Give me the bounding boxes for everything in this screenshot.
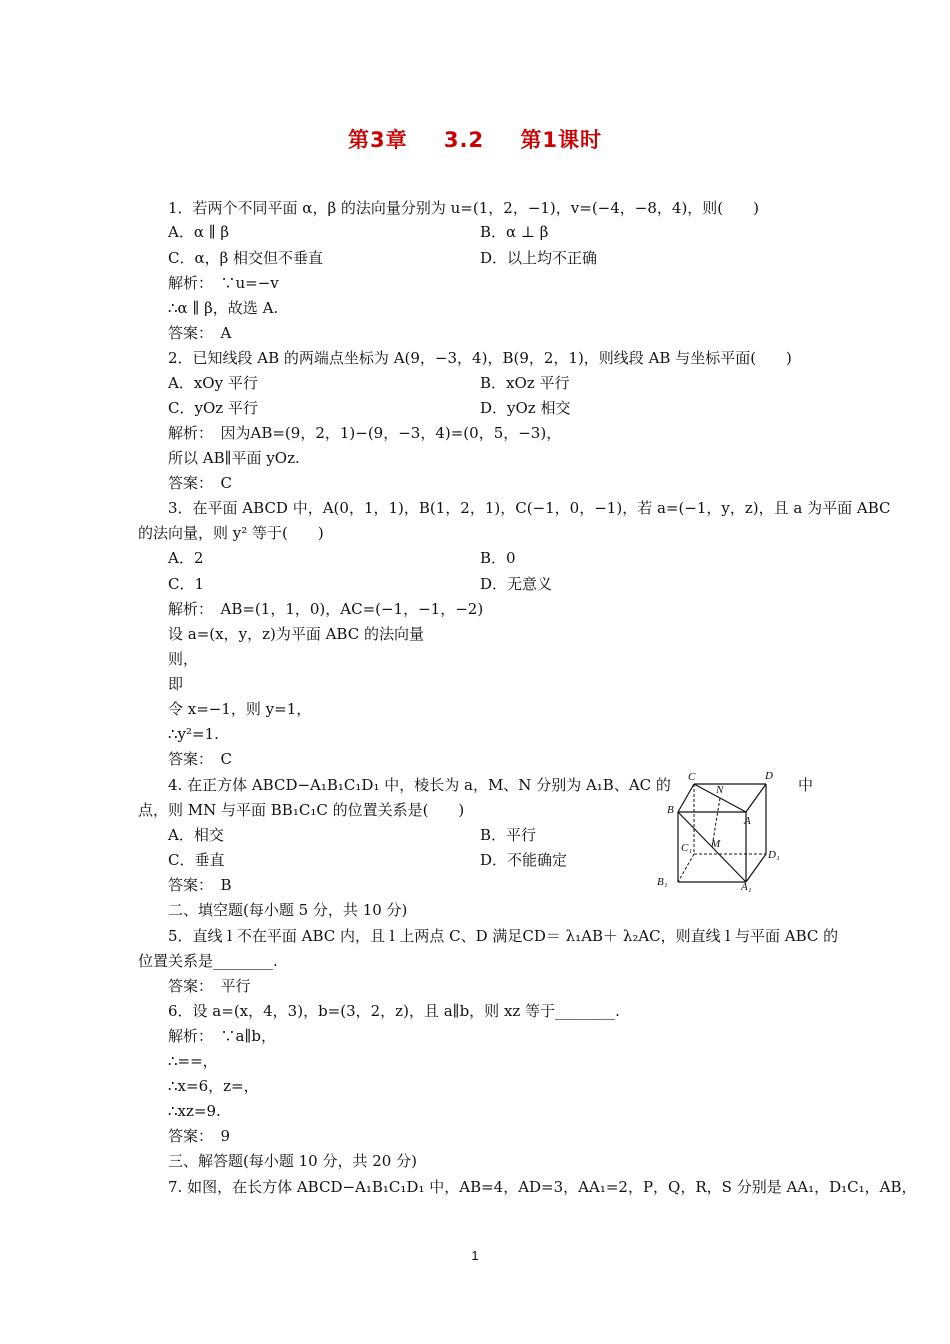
text-line: 答案： 9 [168,1127,231,1145]
page-number: 1 [471,1248,479,1263]
label-A: A [744,815,751,827]
text-line: 则， [168,650,199,668]
text-line: 解析： ∵a∥b， [168,1027,276,1045]
text-line: B．平行 [480,826,537,844]
text-line: 即 [168,675,184,693]
label-D: D [765,770,773,782]
text-line: A．α ∥ β [168,223,230,241]
text-line: D．不能确定 [480,851,568,869]
text-line: C．垂直 [168,851,225,869]
text-line: ∴==， [168,1052,218,1070]
text-line: C．α，β 相交但不垂直 [168,249,324,267]
text-line: 4. 在正方体 ABCD−A₁B₁C₁D₁ 中，棱长为 a，M、N 分别为 A₁B、AC 的 [168,776,671,794]
label-B: B [667,804,674,816]
text-line: A．xOy 平行 [168,374,258,392]
text-line: B．0 [480,549,516,567]
cube-figure [648,768,800,892]
text-line: C．1 [168,575,205,593]
text-line: D．yOz 相交 [480,399,571,417]
label-B1: B₁ [657,876,668,888]
text-line: 解析： ∵u=−v [168,274,279,292]
page-title [0,124,950,154]
text-line: 中 [798,776,814,794]
text-line: 的法向量，则 y² 等于( ) [138,524,324,542]
text-line: D．无意义 [480,575,553,593]
text-line: 答案： C [168,750,232,768]
lesson-label: 第1课时 [520,128,603,152]
text-line: C．yOz 平行 [168,399,258,417]
text-line: 位置关系是________. [138,952,278,970]
label-N: N [716,784,724,796]
text-line: 1．若两个不同平面 α，β 的法向量分别为 u=(1，2，−1)，v=(−4，−8，4)，则( ) [168,199,760,217]
text-line: B．xOz 平行 [480,374,570,392]
label-C: C [688,771,696,783]
text-line: 三、解答题(每小题 10 分，共 20 分) [168,1152,417,1170]
text-line: ∴xz=9. [168,1102,221,1120]
text-line: 6．设 a=(x，4，3)，b=(3，2，z)，且 a∥b，则 xz 等于________. [168,1002,620,1020]
text-line: D．以上均不正确 [480,249,598,267]
text-line: 3．在平面 ABCD 中，A(0，1，1)，B(1，2，1)，C(−1，0，−1)，若 a=(−1，y，z)，且 a 为平面 ABC [168,499,891,517]
chapter-label: 第3章 [347,128,408,152]
text-line: B．α ⊥ β [480,223,549,241]
label-C1: C₁ [681,842,693,854]
label-D1: D₁ [768,849,780,861]
label-A1: A₁ [741,881,752,892]
text-line: A．2 [168,549,204,567]
text-line: ∴y²=1. [168,725,219,743]
text-line: 解析： 因为AB=(9，2，1)−(9，−3，4)=(0，5，−3)， [168,424,562,442]
text-line: 解析： AB=(1，1，0)，AC=(−1，−1，−2) [168,600,484,618]
label-M: M [711,838,721,850]
text-line: ∴x=6，z=， [168,1077,259,1095]
text-line: 答案： A [168,324,232,342]
text-line: 二、填空题(每小题 5 分，共 10 分) [168,901,408,919]
text-line: ∴α ∥ β，故选 A. [168,299,279,317]
text-line: 2．已知线段 AB 的两端点坐标为 A(9，−3，4)，B(9，2，1)，则线段 AB 与坐标平面( ) [168,349,792,367]
text-line: A．相交 [168,826,224,844]
text-line: 答案： 平行 [168,977,251,995]
text-line: 答案： B [168,876,232,894]
text-line: 5．直线 l 不在平面 ABC 内，且 l 上两点 C、D 满足CD＝ λ₁AB＋ λ₂AC，则直线 l 与平面 ABC 的 [168,927,839,945]
text-line: 所以 AB∥平面 yOz. [168,449,300,467]
text-line: 7. 如图，在长方体 ABCD−A₁B₁C₁D₁ 中，AB=4，AD=3，AA₁=2，P，Q，R，S 分别是 AA₁，D₁C₁，AB， [168,1178,917,1196]
text-line: 答案： C [168,474,232,492]
text-line: 点，则 MN 与平面 BB₁C₁C 的位置关系是( ) [138,801,465,819]
section-label: 3.2 [443,128,485,152]
text-line: 令 x=−1，则 y=1， [168,700,312,718]
text-line: 设 a=(x，y，z)为平面 ABC 的法向量 [168,625,424,643]
